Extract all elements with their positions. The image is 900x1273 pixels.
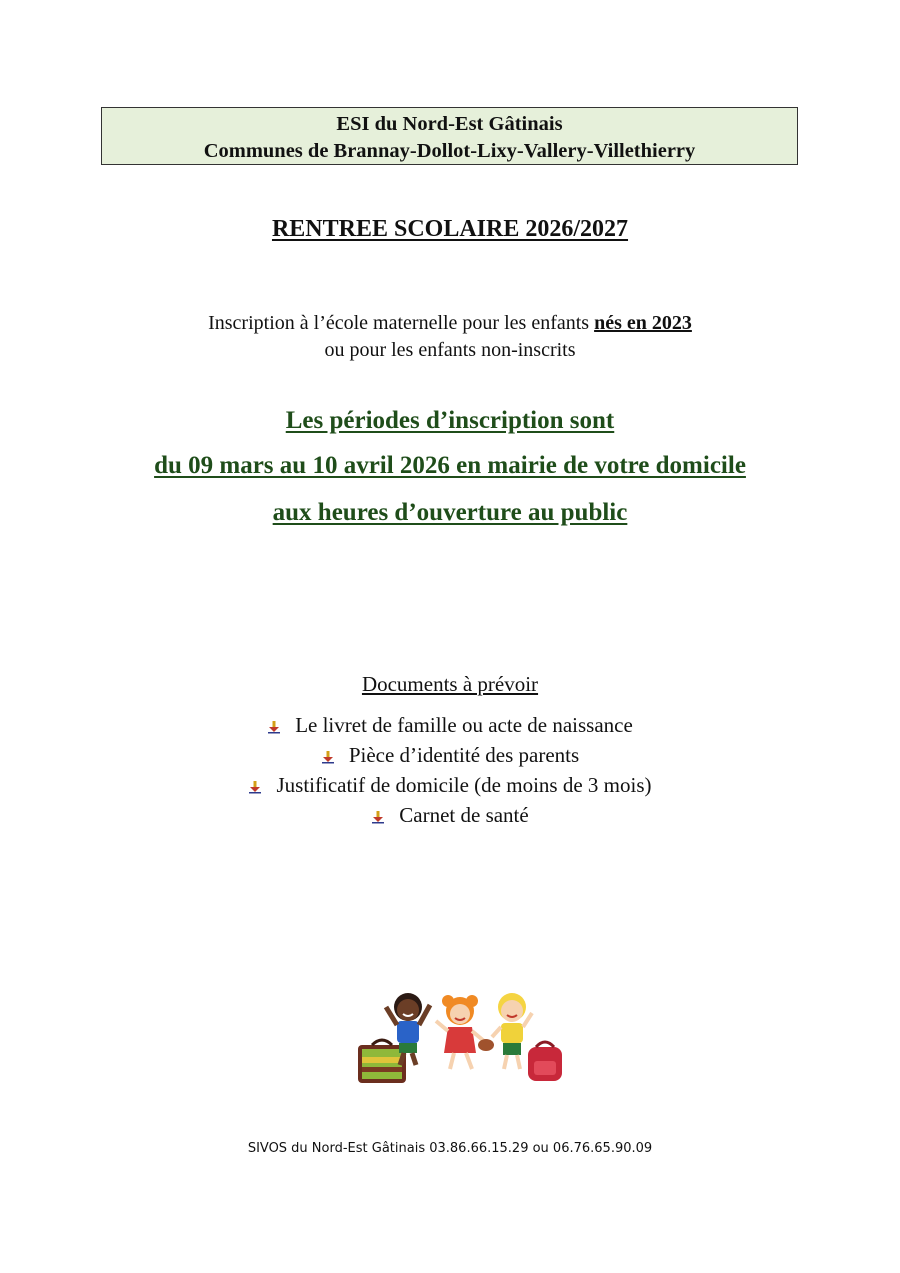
document-item [0, 713, 900, 738]
backpack-right-icon [528, 1042, 562, 1081]
period-line-1: Les périodes d’inscription sont [285, 407, 615, 434]
child-middle-icon [436, 995, 494, 1069]
document-item-label: Pièce d’identité des parents [348, 743, 580, 767]
period-line-2: du 09 mars au 10 avril 2026 en mairie de votre domicile [154, 452, 746, 479]
document-item-label: Le livret de famille ou acte de naissance [295, 713, 633, 737]
period-line-3: aux heures d’ouverture au public [272, 499, 628, 526]
child-right-icon [492, 993, 532, 1069]
header-line-2: Communes de Brannay-Dollot-Lixy-Vallery-Villethierry [203, 140, 696, 162]
children-with-school-bags-illustration [352, 985, 572, 1090]
document-item [0, 803, 900, 828]
documents-heading: Documents à prévoir [361, 672, 539, 696]
page-title: RENTREE SCOLAIRE 2026/2027 [271, 216, 629, 242]
arrow-down-bullet-icon [267, 720, 281, 734]
document-item-label: Justificatif de domicile (de moins de 3 mois) [276, 773, 652, 797]
intro-line-1 [0, 310, 900, 337]
intro-birth-year: nés en 2023 [594, 312, 692, 334]
intro-line-2: ou pour les enfants non-inscrits [324, 339, 576, 361]
arrow-down-bullet-icon [321, 750, 335, 764]
intro-line-1-prefix: Inscription à l’école maternelle pour les enfants [208, 312, 595, 334]
arrow-down-bullet-icon [371, 810, 385, 824]
arrow-down-bullet-icon [248, 780, 262, 794]
header-line-1: ESI du Nord-Est Gâtinais [336, 113, 563, 135]
document-item [0, 773, 900, 798]
document-item-label: Carnet de santé [399, 803, 529, 827]
intro-text [0, 310, 900, 364]
header-box [101, 107, 798, 165]
footer-contact: SIVOS du Nord-Est Gâtinais 03.86.66.15.29 ou 06.76.65.90.09 [247, 1141, 653, 1156]
document-item [0, 743, 900, 768]
